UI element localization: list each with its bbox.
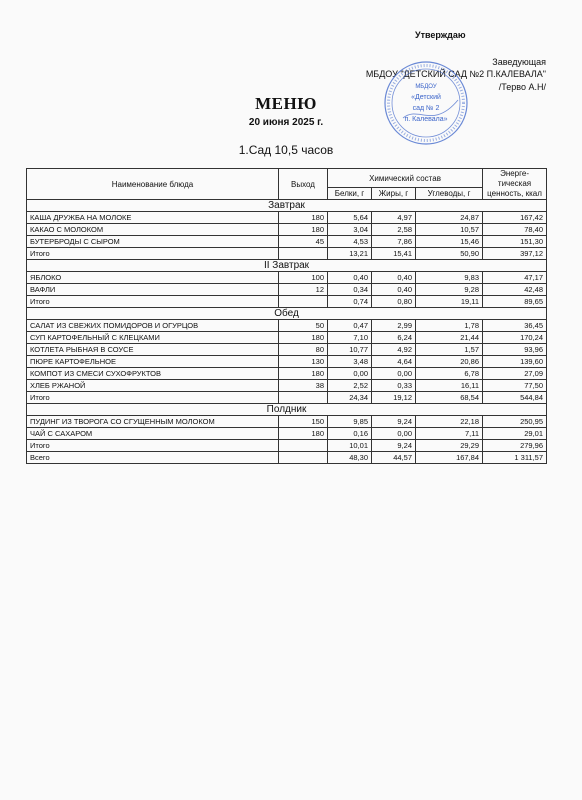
dish-protein: 2,52 xyxy=(328,380,372,392)
dish-fat: 6,24 xyxy=(372,332,416,344)
menu-date: 20 июня 2025 г. xyxy=(248,117,324,128)
total-row xyxy=(27,392,547,404)
col-header-carb: Углеводы, г xyxy=(416,188,483,200)
dish-energy: 36,45 xyxy=(483,320,547,332)
dish-energy: 151,30 xyxy=(483,236,547,248)
table-row xyxy=(27,284,547,296)
dish-yield: 180 xyxy=(279,428,328,440)
section-title: Полдник xyxy=(27,404,547,416)
table-row xyxy=(27,428,547,440)
dish-name: ВАФЛИ xyxy=(27,284,279,296)
total-carb: 19,11 xyxy=(416,296,483,308)
menu-table xyxy=(26,168,547,464)
dish-energy: 77,50 xyxy=(483,380,547,392)
page-title: МЕНЮ xyxy=(255,94,317,113)
dish-energy: 139,60 xyxy=(483,356,547,368)
dish-fat: 2,58 xyxy=(372,224,416,236)
total-energy: 397,12 xyxy=(483,248,547,260)
total-carb: 68,54 xyxy=(416,392,483,404)
section-row xyxy=(27,308,547,320)
dish-protein: 0,16 xyxy=(328,428,372,440)
dish-fat: 9,24 xyxy=(372,416,416,428)
table-row xyxy=(27,380,547,392)
grand-total-protein: 48,30 xyxy=(328,452,372,464)
svg-text:«Детский: «Детский xyxy=(411,94,441,101)
total-yield xyxy=(279,440,328,452)
dish-yield: 130 xyxy=(279,356,328,368)
dish-yield: 12 xyxy=(279,284,328,296)
grand-total-fat: 44,57 xyxy=(372,452,416,464)
grand-total-carb: 167,84 xyxy=(416,452,483,464)
org-name: МБДОУ "ДЕТСКИЙ САД №2 П.КАЛЕВАЛА" xyxy=(365,69,546,79)
col-header-chem: Химический состав xyxy=(328,169,483,188)
menu-subtitle: 1.Сад 10,5 часов xyxy=(238,143,334,157)
table-row xyxy=(27,416,547,428)
dish-fat: 7,86 xyxy=(372,236,416,248)
total-yield xyxy=(279,296,328,308)
dish-yield: 150 xyxy=(279,416,328,428)
total-fat: 19,12 xyxy=(372,392,416,404)
dish-carb: 20,86 xyxy=(416,356,483,368)
total-label: Итого xyxy=(27,296,279,308)
dish-yield: 180 xyxy=(279,368,328,380)
dish-carb: 7,11 xyxy=(416,428,483,440)
total-protein: 13,21 xyxy=(328,248,372,260)
dish-fat: 2,99 xyxy=(372,320,416,332)
dish-name: КАША ДРУЖБА НА МОЛОКЕ xyxy=(27,212,279,224)
table-row xyxy=(27,272,547,284)
dish-fat: 0,00 xyxy=(372,368,416,380)
dish-energy: 167,42 xyxy=(483,212,547,224)
dish-carb: 21,44 xyxy=(416,332,483,344)
total-row xyxy=(27,248,547,260)
dish-protein: 0,40 xyxy=(328,272,372,284)
section-row xyxy=(27,260,547,272)
dish-fat: 4,64 xyxy=(372,356,416,368)
dish-name: КОТЛЕТА РЫБНАЯ В СОУСЕ xyxy=(27,344,279,356)
total-fat: 15,41 xyxy=(372,248,416,260)
dish-yield: 180 xyxy=(279,212,328,224)
dish-carb: 22,18 xyxy=(416,416,483,428)
dish-protein: 3,48 xyxy=(328,356,372,368)
svg-text:МБДОУ: МБДОУ xyxy=(415,84,437,90)
section-title: Завтрак xyxy=(27,200,547,212)
approve-label: Утверждаю xyxy=(415,30,466,40)
table-row xyxy=(27,320,547,332)
dish-yield: 180 xyxy=(279,224,328,236)
total-carb: 29,29 xyxy=(416,440,483,452)
dish-name: БУТЕРБРОДЫ С СЫРОМ xyxy=(27,236,279,248)
dish-energy: 250,95 xyxy=(483,416,547,428)
dish-carb: 10,57 xyxy=(416,224,483,236)
dish-energy: 93,96 xyxy=(483,344,547,356)
total-label: Итого xyxy=(27,392,279,404)
total-row xyxy=(27,296,547,308)
dish-yield: 38 xyxy=(279,380,328,392)
dish-name: СУП КАРТОФЕЛЬНЫЙ С КЛЕЦКАМИ xyxy=(27,332,279,344)
svg-text:сад № 2: сад № 2 xyxy=(412,105,440,112)
head-position: Заведующая xyxy=(492,57,546,67)
table-row xyxy=(27,224,547,236)
grand-total-row xyxy=(27,452,547,464)
total-energy: 279,96 xyxy=(483,440,547,452)
table-row xyxy=(27,236,547,248)
col-header-name: Наименование блюда xyxy=(27,169,279,200)
dish-protein: 10,77 xyxy=(328,344,372,356)
total-yield xyxy=(279,248,328,260)
dish-fat: 0,40 xyxy=(372,284,416,296)
grand-total-energy: 1 311,57 xyxy=(483,452,547,464)
grand-total-label: Всего xyxy=(27,452,279,464)
total-yield xyxy=(279,392,328,404)
dish-name: САЛАТ ИЗ СВЕЖИХ ПОМИДОРОВ И ОГУРЦОВ xyxy=(27,320,279,332)
dish-protein: 0,00 xyxy=(328,368,372,380)
dish-protein: 5,64 xyxy=(328,212,372,224)
table-row xyxy=(27,332,547,344)
table-row xyxy=(27,212,547,224)
dish-energy: 27,09 xyxy=(483,368,547,380)
dish-yield: 100 xyxy=(279,272,328,284)
total-protein: 0,74 xyxy=(328,296,372,308)
dish-yield: 80 xyxy=(279,344,328,356)
section-title: Обед xyxy=(27,308,547,320)
dish-energy: 47,17 xyxy=(483,272,547,284)
dish-name: ПЮРЕ КАРТОФЕЛЬНОЕ xyxy=(27,356,279,368)
signature-name: /Тервo А.Н/ xyxy=(498,82,546,92)
dish-carb: 1,78 xyxy=(416,320,483,332)
section-row xyxy=(27,404,547,416)
dish-protein: 0,47 xyxy=(328,320,372,332)
total-fat: 0,80 xyxy=(372,296,416,308)
dish-fat: 0,33 xyxy=(372,380,416,392)
dish-fat: 0,40 xyxy=(372,272,416,284)
col-header-yield: Выход xyxy=(279,169,328,200)
total-protein: 10,01 xyxy=(328,440,372,452)
table-row xyxy=(27,368,547,380)
total-fat: 9,24 xyxy=(372,440,416,452)
dish-name: ЯБЛОКО xyxy=(27,272,279,284)
total-label: Итого xyxy=(27,440,279,452)
dish-yield: 45 xyxy=(279,236,328,248)
dish-name: КАКАО С МОЛОКОМ xyxy=(27,224,279,236)
section-row xyxy=(27,200,547,212)
dish-yield: 180 xyxy=(279,332,328,344)
total-energy: 544,84 xyxy=(483,392,547,404)
dish-fat: 4,97 xyxy=(372,212,416,224)
col-header-fat: Жиры, г xyxy=(372,188,416,200)
dish-protein: 9,85 xyxy=(328,416,372,428)
dish-carb: 9,28 xyxy=(416,284,483,296)
svg-text:п. Калевала»: п. Калевала» xyxy=(404,116,448,123)
dish-name: КОМПОТ ИЗ СМЕСИ СУХОФРУКТОВ xyxy=(27,368,279,380)
dish-carb: 15,46 xyxy=(416,236,483,248)
dish-energy: 170,24 xyxy=(483,332,547,344)
total-carb: 50,90 xyxy=(416,248,483,260)
dish-yield: 50 xyxy=(279,320,328,332)
dish-carb: 16,11 xyxy=(416,380,483,392)
dish-carb: 24,87 xyxy=(416,212,483,224)
dish-name: ХЛЕБ РЖАНОЙ xyxy=(27,380,279,392)
dish-fat: 0,00 xyxy=(372,428,416,440)
dish-carb: 1,57 xyxy=(416,344,483,356)
dish-carb: 9,83 xyxy=(416,272,483,284)
section-title: II Завтрак xyxy=(27,260,547,272)
grand-total-yield xyxy=(279,452,328,464)
dish-name: ЧАЙ С САХАРОМ xyxy=(27,428,279,440)
total-row xyxy=(27,440,547,452)
dish-name: ПУДИНГ ИЗ ТВОРОГА СО СГУЩЕННЫМ МОЛОКОМ xyxy=(27,416,279,428)
dish-carb: 6,78 xyxy=(416,368,483,380)
col-header-energy: Энерге-тическая ценность, ккал xyxy=(483,169,547,200)
dish-fat: 4,92 xyxy=(372,344,416,356)
dish-energy: 42,48 xyxy=(483,284,547,296)
col-header-protein: Белки, г xyxy=(328,188,372,200)
dish-energy: 78,40 xyxy=(483,224,547,236)
dish-protein: 0,34 xyxy=(328,284,372,296)
dish-protein: 7,10 xyxy=(328,332,372,344)
table-row xyxy=(27,344,547,356)
dish-energy: 29,01 xyxy=(483,428,547,440)
total-energy: 89,65 xyxy=(483,296,547,308)
total-label: Итого xyxy=(27,248,279,260)
total-protein: 24,34 xyxy=(328,392,372,404)
dish-protein: 4,53 xyxy=(328,236,372,248)
dish-protein: 3,04 xyxy=(328,224,372,236)
table-row xyxy=(27,356,547,368)
menu-body xyxy=(27,200,547,464)
